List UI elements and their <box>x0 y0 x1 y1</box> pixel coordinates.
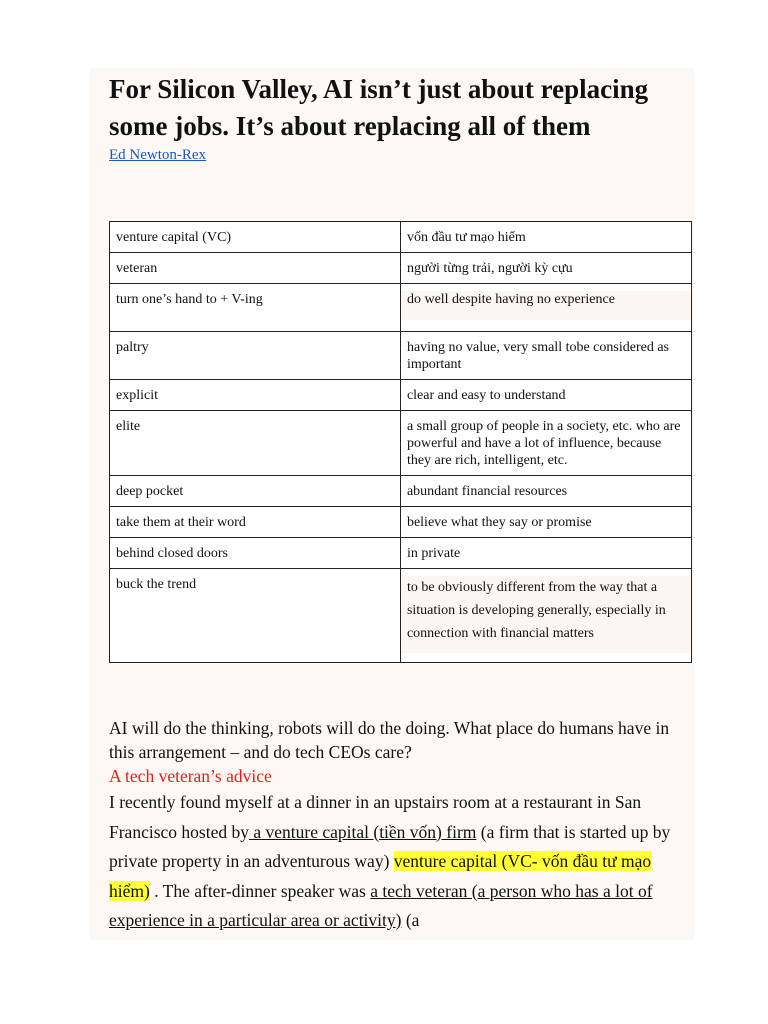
paragraph-text: (a <box>401 910 420 930</box>
vocab-definition: in private <box>400 538 691 569</box>
vocab-term: buck the trend <box>110 569 401 663</box>
paragraph-text: (a firm that is started up by private property in an adventurous way) <box>109 821 671 871</box>
vocab-definition-text: do well despite having no experience <box>401 291 691 320</box>
article-body <box>109 716 694 936</box>
table-row <box>110 538 692 569</box>
section-subheading: A tech veteran’s advice <box>109 766 272 786</box>
vocab-definition: a small group of people in a society, etc. who are powerful and have a lot of influence, because they are rich, intelligent, etc. <box>400 411 691 476</box>
table-row <box>110 380 692 411</box>
vocabulary-table <box>109 221 692 663</box>
paragraph-text: . The after-dinner speaker was <box>149 880 371 901</box>
vocab-definition: clear and easy to understand <box>400 380 691 411</box>
vocab-definition <box>400 284 691 332</box>
table-row <box>110 569 692 663</box>
vocab-definition: người từng trải, người kỳ cựu <box>400 253 691 284</box>
table-row <box>110 332 692 380</box>
vocab-term: elite <box>110 411 401 476</box>
intro-paragraph: AI will do the thinking, robots will do the doing. What place do humans have in this arrangement – and do tech CEOs care? <box>109 718 670 762</box>
vocab-definition <box>400 569 691 663</box>
vocab-term: paltry <box>110 332 401 380</box>
document-page <box>90 68 694 940</box>
vocab-definition: believe what they say or promise <box>400 507 691 538</box>
vocab-term: take them at their word <box>110 507 401 538</box>
vocab-definition: abundant financial resources <box>400 476 691 507</box>
vocab-term: behind closed doors <box>110 538 401 569</box>
document-content <box>109 68 691 930</box>
underlined-phrase: a tech veteran (a person who has a lot of experience in a particular area or activity) <box>109 880 653 930</box>
underlined-phrase: a venture capital (tiền vốn) firm <box>248 821 477 842</box>
vocab-definition-text: to be obviously different from the way that a situation is developing generally, especially in connection with financial matters <box>401 576 691 653</box>
table-row <box>110 222 692 253</box>
table-row <box>110 411 692 476</box>
vocab-term: explicit <box>110 380 401 411</box>
vocab-term: veteran <box>110 253 401 284</box>
paragraph-text: I recently found myself at a dinner in an upstairs room at a restaurant in San Francisco hosted by <box>109 792 642 842</box>
vocab-term: venture capital (VC) <box>110 222 401 253</box>
vocab-term: turn one’s hand to + V-ing <box>110 284 401 332</box>
table-row <box>110 253 692 284</box>
table-row <box>110 284 692 332</box>
vocab-term: deep pocket <box>110 476 401 507</box>
highlighted-phrase: venture capital (VC- vốn đầu tư mạo hiểm) <box>109 851 652 901</box>
table-row <box>110 476 692 507</box>
vocab-definition: vốn đầu tư mạo hiểm <box>400 222 691 253</box>
vocab-definition: having no value, very small tobe considered as important <box>400 332 691 380</box>
author-link[interactable]: Ed Newton-Rex <box>109 147 207 163</box>
body-paragraph <box>109 788 694 936</box>
table-row <box>110 507 692 538</box>
article-title: For Silicon Valley, AI isn’t just about replacing some jobs. It’s about replacing all of them <box>109 74 649 141</box>
